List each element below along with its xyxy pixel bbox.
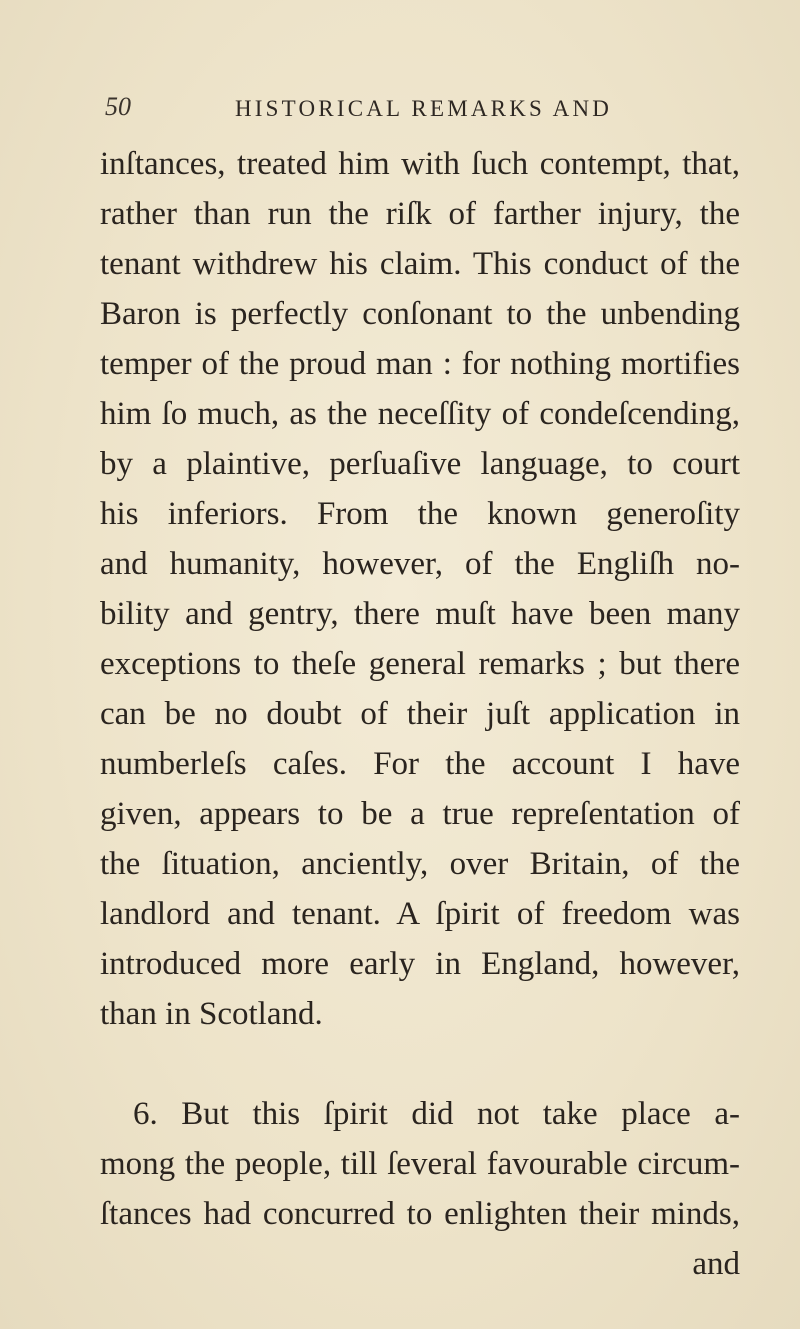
text-line: ſtances had concurred to enlighten their minds, xyxy=(100,1196,740,1232)
text-line: than in Scotland. xyxy=(100,996,323,1032)
body-text xyxy=(100,139,740,1289)
text-line: his inferiors. From the known generoſity xyxy=(100,496,740,532)
paragraph-gap xyxy=(100,1039,740,1089)
text-line: given, appears to be a true repreſentation of xyxy=(100,796,740,832)
page-number: 50 xyxy=(105,92,131,121)
paragraph-1 xyxy=(100,139,740,1039)
text-line: inſtances, treated him with ſuch contempt, that, xyxy=(100,146,740,182)
text-line: Baron is perfectly conſonant to the unbending xyxy=(100,296,740,332)
catchword: and xyxy=(692,1246,740,1282)
text-line: by a plaintive, perſuaſive language, to court xyxy=(100,446,740,482)
text-line: exceptions to theſe general remarks ; but there xyxy=(100,646,740,682)
text-line: numberleſs caſes. For the account I have xyxy=(100,746,740,782)
text-line: rather than run the riſk of farther injury, the xyxy=(100,196,740,232)
text-line: can be no doubt of their juſt application in xyxy=(100,696,740,732)
text-line: him ſo much, as the neceſſity of condeſcending, xyxy=(100,396,740,432)
running-head: HISTORICAL REMARKS AND xyxy=(235,96,613,121)
text-line: temper of the proud man : for nothing mortifies xyxy=(100,346,740,382)
text-line: mong the people, till ſeveral favourable circum- xyxy=(100,1146,740,1182)
page-header xyxy=(105,92,745,132)
text-line: and humanity, however, of the Engliſh no- xyxy=(100,546,740,582)
text-line: bility and gentry, there muſt have been many xyxy=(100,596,740,632)
text-line: the ſituation, anciently, over Britain, of the xyxy=(100,846,740,882)
text-line: 6. But this ſpirit did not take place a- xyxy=(133,1096,740,1132)
text-line: landlord and tenant. A ſpirit of freedom was xyxy=(100,896,740,932)
paragraph-2 xyxy=(100,1089,740,1239)
text-line: tenant withdrew his claim. This conduct of the xyxy=(100,246,740,282)
text-line: introduced more early in England, however, xyxy=(100,946,740,982)
